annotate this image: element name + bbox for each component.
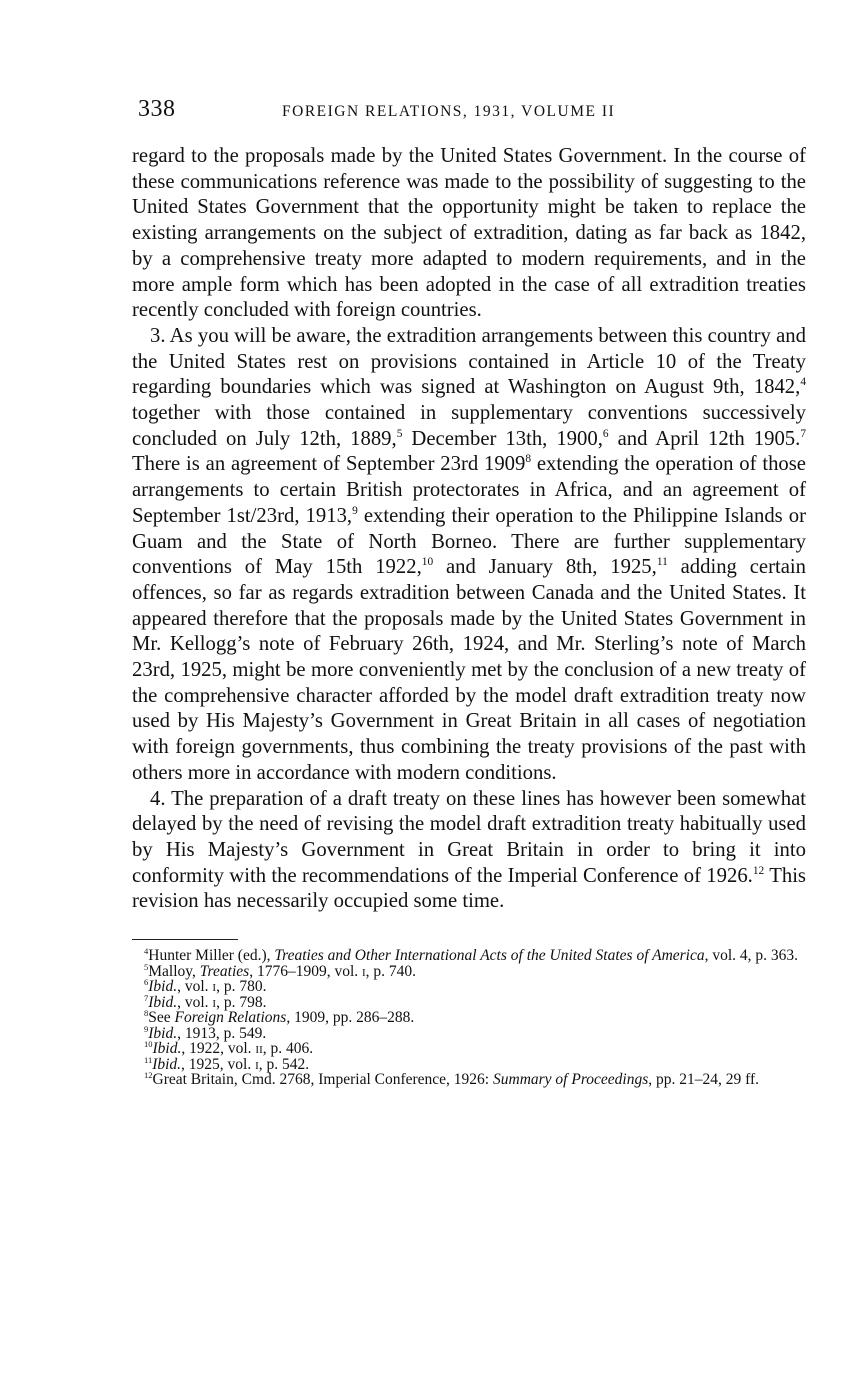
footnote-ref-9: 9 [352,504,358,517]
running-head: FOREIGN RELATIONS, 1931, VOLUME II [282,103,616,120]
footnote-ref-6: 6 [602,427,609,440]
footnote-ref-12: 12 [752,864,765,877]
footnote-10: $^{10}$Ibid., 1922, vol. ii, p. 406. [144,1038,314,1058]
footnote-ref-10: 10 [421,556,434,569]
footnote-4: $^4$Hunter Miller (ed.), Treaties and Other International Acts of the United States of America, vol. 4, p. 363. [144,945,799,965]
footnote-12: $^{12}$Great Britain, Cmd. 2768, Imperial Conference, 1926: Summary of Proceedings, pp. 21–24, 29 ff. [144,1069,760,1089]
footnote-9: $^9$Ibid., 1913, p. 549. [144,1023,267,1042]
document-page [132,96,806,1088]
footnote-8: $^8$See Foreign Relations, 1909, pp. 286–288. [144,1007,415,1027]
footnote-ref-8: 8 [525,453,532,466]
page-header [132,96,806,126]
footnote-7: $^7$Ibid., vol. i, p. 798. [144,992,267,1011]
paragraph-3: 3. As you will be aware, the extradition arrangements between this country and the United States rest on provisions contained in Article 10 of the Treaty regarding boundaries which was signed at Washington on August 9th, 1842,$^4$ together with those contained in supplementary conventions successively concluded on July 12th, 1889,$^5$ December 13th, 1900,$^6$ and April 12th 1905.$^7$ There is an agreement of September 23rd 1909$^8$ extending the operation of those arrangements to certain British protectorates in Africa, and an agreement of September 1st/23rd, 1913,$^9$ extending their operation to the Philippine Islands or Guam and the State of North Borneo. There are further supplementary conventions of May 15th 1922,10 and January 8th, 1925,11 adding certain offences, so far as regards extradition between Canada and the United States. It appeared therefore that the proposals made by the United States Government in Mr. Kellogg’s note of February 26th, 1924, and Mr. Sterling’s note of March 23rd, 1925, might be more conveniently met by the conclusion of a new treaty of the comprehensive character afforded by the model draft extradition treaty now used by His Majesty’s Government in Great Britain in all cases of negotiation with foreign governments, thus combining the treaty provisions of the past with others more in accordance with modern conditions. [132,324,807,784]
footnote-ref-4: 4 [800,376,806,389]
footnote-ref-11: 11 [656,556,668,569]
page-number: 338 [138,96,176,122]
body-text [132,144,806,915]
footnotes [132,945,806,1089]
footnote-6: $^6$Ibid., vol. i, p. 780. [144,976,267,996]
footnote-ref-5: 5 [396,427,403,440]
footnote-ref-7: 7 [800,427,806,440]
footnote-divider [132,939,238,940]
footnote-11: $^{11}$Ibid., 1925, vol. i, p. 542. [144,1054,310,1073]
paragraph-4: 4. The preparation of a draft treaty on these lines has however been somewhat delayed by the need of revising the model draft extradition treaty habitually used by His Majesty’s Government in Great Britain in order to bring it into conformity with the recommendations of the Imperial Conference of 1926.12 This revision has necessarily occupied some time. [132,787,806,913]
paragraph-continuation: regard to the proposals made by the United States Government. In the course of these communications reference was made to the possibility of suggesting to the United States Government that the opportunity might be taken to replace the existing arrangements on the subject of extradition, dating as far back as 1842, by a comprehensive treaty more adapted to modern requirements, and in the more ample form which has been adopted in the case of all extradition treaties recently concluded with foreign countries. [132,145,806,322]
footnote-5: $^5$Malloy, Treaties, 1776–1909, vol. i, p. 740. [144,961,417,980]
